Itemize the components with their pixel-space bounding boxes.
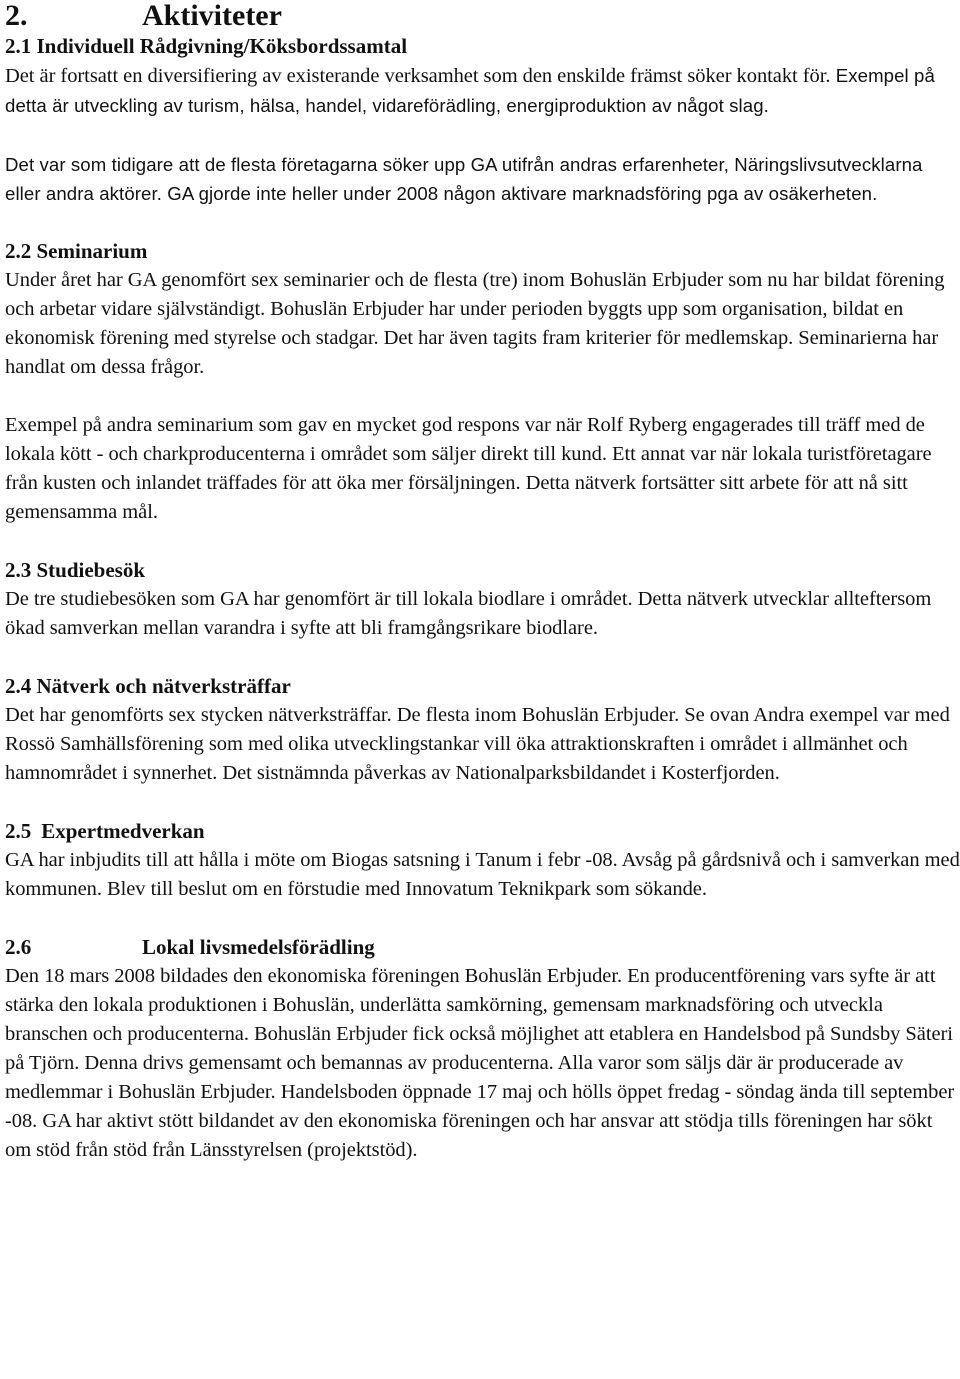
spacer [5,904,960,933]
section-2-1-paragraph-1 [5,61,960,121]
section-2-2-paragraph-2: Exempel på andra seminarium som gav en mycket god respons var när Rolf Ryberg engagerades till träff med de lokala kött - och charkproducenterna i området som säljer direkt till kund. Ett annat var när lokala turistföretagare från kusten och inlandet träffades för att öka mer försäljningen. Detta nätverk fortsätter sitt arbete för att nå sitt gemensamma mål. [5,414,932,523]
spacer [5,121,960,150]
section-2-4-paragraph-1: Det har genomförts sex stycken nätverksträffar. De flesta inom Bohuslän Erbjuder. Se ovan Andra exempel var med Rossö Samhällsförening som med olika utvecklingstankar vill öka attraktionskraften i området i allmänhet och hamnområdet i synnerhet. Det sistnämnda påverkas av Nationalparksbildandet i Kosterfjorden. [5,704,950,784]
section-2-6 [5,933,960,1165]
spacer [5,208,960,237]
section-heading-2-3: 2.3 Studiebesök [5,558,146,582]
spacer [5,643,960,672]
section-2-5 [5,817,960,933]
section-2-1-paragraph-2: Det var som tidigare att de flesta företagarna söker upp GA utifrån andras erfarenheter, Näringslivsutvecklarna eller andra aktörer. GA gjorde inte heller under 2008 någon aktivare marknadsföring pga av osäkerheten. [5,154,923,204]
section-title-2-6: Lokal livsmedelsförädling [142,935,375,959]
section-heading-2-6 [5,933,960,962]
section-number-2-6: 2.6 [5,935,32,959]
section-2-2 [5,237,960,556]
spacer [5,382,960,411]
section-heading-2-4: 2.4 Nätverk och nätverksträffar [5,674,291,698]
spacer [5,788,960,817]
section-2-2-paragraph-1: Under året har GA genomfört sex seminarier och de flesta (tre) inom Bohuslän Erbjuder som nu har bildat förening och arbetar vidare självständigt. Bohuslän Erbjuder har under perioden byggts upp som organisation, bildat en ekonomisk förening med styrelse och stadgar. Det har även tagits fram kriterier för medlemskap. Seminarierna har handlat om dessa frågor. [5,269,945,378]
section-heading-2-5 [5,817,960,846]
chapter-heading [5,0,960,32]
section-2-1 [5,32,960,237]
chapter-title: Aktiviteter [142,0,282,32]
spacer [5,527,960,556]
section-2-6-paragraph-1: Den 18 mars 2008 bildades den ekonomiska föreningen Bohuslän Erbjuder. En producentförening vars syfte är att stärka den lokala produktionen i Bohuslän, underlätta samkörning, gemensam marknadsföring och utveckla branschen och producenterna. Bohuslän Erbjuder fick också möjlighet att etablera en Handelsbod på Sundsby Säteri på Tjörn. Denna drivs gemensamt och bemannas av producenterna. Alla varor som säljs där är producerade av medlemmar i Bohuslän Erbjuder. Handelsboden öppnade 17 maj och hölls öppet fredag - söndag ända till september -08. GA har aktivt stött bildandet av den ekonomiska föreningen och har ansvar att stödja tills föreningen har sökt om stöd från stöd från Länsstyrelsen (projektstöd). [5,965,955,1161]
section-2-4 [5,672,960,817]
section-2-1-paragraph-1-sans: Exempel på detta är utveckling av turism, hälsa, handel, vidareförädling, energiproduktion av något slag. [5,65,935,116]
section-2-5-paragraph-1: GA har inbjudits till att hålla i möte om Biogas satsning i Tanum i febr -08. Avsåg på gårdsnivå och i samverkan med kommunen. Blev till beslut om en förstudie med Innovatum Teknikpark som sökande. [5,849,960,900]
section-number-2-5: 2.5 [5,819,32,843]
section-heading-2-1: 2.1 Individuell Rådgivning/Köksbordssamtal [5,34,408,58]
section-2-3 [5,556,960,672]
section-2-3-paragraph-1: De tre studiebesöken som GA har genomfört är till lokala biodlare i området. Detta nätverk utvecklar allteftersom ökad samverkan mellan varandra i syfte att bli framgångsrikare biodlare. [5,588,932,639]
chapter-number: 2. [5,0,28,32]
section-title-2-5: Expertmedverkan [41,819,205,843]
section-heading-2-2: 2.2 Seminarium [5,239,148,263]
section-2-1-paragraph-1-serif: Det är fortsatt en diversifiering av existerande verksamhet som den enskilde främst söker kontakt för. [5,65,831,87]
